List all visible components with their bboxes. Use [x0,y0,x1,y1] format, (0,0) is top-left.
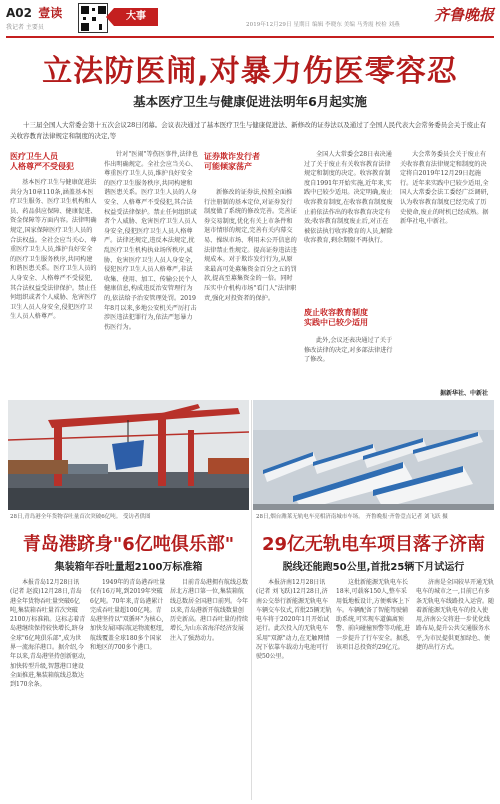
page-code: A02 [6,6,32,20]
article-column-2: 针对"医闹"等伤医事件,法律也作出明确规定。全社会应当关心、尊重医疗卫生人员,维护良好安全的医疗卫生服务秩序,共同构建和谐医患关系。医疗卫生人员的人身安全、人格尊严不受侵犯,其合法权益受法律保护。禁止任何组织或者个人威胁、危害医疗卫生人员人身安全,侵犯医疗卫生人员人格尊严。法律还规定,违反本法规定,扰乱医疗卫生机构执业场所秩序,威胁、危害医疗卫生人员人身安全,侵犯医疗卫生人员人格尊严,非法收集、使用、加工、传输公民个人健康信息,构成违反治安管理行为的,依法给予治安管理处罚。2019年8月以来,多地公安机关严厉打击涉医违法犯罪行为,依法严惩暴力伤医行为。 [104,151,198,331]
trolleybus-story-column-3: 济南是全国较早开通无轨电车的城市之一,目前已有多条无轨电车线路投入运营。随着新能源无轨电车的投入使用,济南公交将进一步优化线路布局,提升公共交通服务水平,为市民提供更加绿色、便捷的出行方式。 [416,579,494,652]
column-title-securities: 证券欺诈发行者 可能倾家荡产 [204,152,260,171]
port-story-column-2: 1949年的青岛港吞吐量仅有16万吨,到2019年突破6亿吨。70年来,青岛港累计完成吞吐量超100亿吨。青岛港坚持以"双循环"为核心,加快发展国际航运物流枢纽,航线覆盖全球180多个国家和地区的700多个港口。 [90,579,166,652]
column-divider [251,400,252,800]
article-column-3: 新修改的证券法,按照全面推行注册制的基本定位,对证券发行制度做了系统的修改完善。完善证券交易制度,优化有关上市条件和退市情形的规定,完善有关内幕交易、操纵市场、利用未公开信息的法律禁止性规定。提高证券违法违规成本。对于欺诈发行行为,从原来最高可处募集资金百分之五的罚款,提高至募集资金的一倍。同时压实中介机构市场"看门人"法律职责,强化对投资者的保护。 [204,189,297,302]
header-submeta: 我记者 主要员 [6,24,44,31]
column-title-detention: 废止收容教育制度 实践中已较少适用 [304,308,368,327]
main-headline: 立法防医闹,对暴力伤医零容忍 [42,54,458,89]
photo-caption-right: 28日,烟台潍莱无轨电车亮相济南城市车场。 齐鲁晚报·齐鲁壹点记者 刘飞跃 摄 [256,514,448,520]
photo-caption-left: 28日,青岛港全年货物吞吐量首次突破6亿吨。 受访者供图 [10,514,151,520]
article-source: 据新华社、中新社 [440,390,489,397]
article-column-5: 大会常务委员会关于废止有关收容教育法律规定和制度的决定将自2019年12月29日起施行。近年来实践中已较少适用,全国人大常委会法工委经广泛调研,认为收容教育制度已经完成了历史使命,废止的时机已经成熟。据新华社电,中新社。 [400,151,489,226]
port-story-column-1: 本报青岛12月28日讯(记者 赵波)12月28日,青岛港全年货物吞吐量突破6亿吨,集装箱吞吐量首次突破2100万标准箱。这标志着青岛港继续保持较快增长,跻身全球"6亿吨俱乐部",成为世界一流海洋港口。据介绍,今年以来,青岛港坚持创新驱动,加快转型升级,智慧港口建设全面推进,集装箱航线总数达到170余条。 [10,579,86,689]
trolleybus-story-column-1: 本报济南12月28日讯(记者 刘飞跃)12月28日,济南公交举行新能源无轨电车车辆交车仪式,首批25辆无轨电车将于2020年1月开始试运行。此次投入的无轨电车采用"双源"动力,在无触网情况下依靠车载动力电池可行驶50公里。 [256,579,332,661]
brand-logo: 齐鲁晚报 [433,6,494,24]
lead-paragraph: 十三届全国人大常委会第十五次会议28日闭幕。会议表决通过了基本医疗卫生与健康促进法、新修改的证券法以及通过了全国人民代表大会常务委员会关于废止有关收容教育法律规定和制度的决定,等 [10,121,487,140]
column-title-medical-staff: 医疗卫生人员 人格尊严不受侵犯 [10,152,74,171]
issue-meta: 2019年12月29日 星期日 编辑 李晓东 美编 马秀霞 校检 刘燕 [246,22,400,28]
article-column-4: 全国人大常委会28日表决通过了关于废止有关收容教育法律规定和制度的决定。收容教育制度自1991年开始实施,近年来,实践中已较少适用。决定明确,废止收容教育制度,在收容教育制度废止前依法作出的收容教育决定有效;收容教育制度废止后,对正在被依法执行收容教育的人员,解除收容教育,剩余期限不再执行。 [304,151,393,245]
main-subhead: 基本医疗卫生与健康促进法明年6月起实施 [133,94,367,109]
page-header [0,0,500,38]
story-subtitle-trolleybus: 脱线还能跑50公里,首批25辆下月试运行 [282,562,465,573]
page-number [6,4,62,21]
qr-code-icon [78,3,108,33]
article-column-4b: 此外,会议还表决通过了关于修改法律的决定,对多部法律进行了修改。 [304,337,393,364]
trolleybus-story-column-2: 这批新能源无轨电车长18米,可载客150人,整车采用低地板设计,方便乘客上下车。车辆配备了智能驾驶辅助系统,可实现车道偏离预警、前向碰撞预警等功能,进一步提升了行车安全。据悉,该项目总投资约29亿元。 [336,579,410,652]
story-title-port: 青岛港跻身"6亿吨俱乐部" [22,534,235,555]
port-story-column-3: 目前青岛港拥有航线总数居北方港口第一位,集装箱航线总数居全国港口前列。今年以来,青岛港新开航线数量创历史新高。港口吞吐量的持续增长,为山东省海洋经济发展注入了强劲动力。 [170,579,248,642]
trolleybus-photo [253,400,494,510]
section-name: 壹读 [38,6,63,20]
header-rule [6,36,494,38]
article-column-1: 基本医疗卫生与健康促进法共分为10章110条,涵盖基本医疗卫生服务、医疗卫生机构和人员、药品供应保障、健康促进、资金保障等方面内容。法律明确规定,国家保障医疗卫生人员的合法权益。全社会应当关心、尊重医疗卫生人员,维护良好安全的医疗卫生服务秩序,共同构建和谐医患关系。医疗卫生人员的人身安全、人格尊严不受侵犯,其合法权益受法律保护。禁止任何组织或者个人威胁、危害医疗卫生人员人身安全,侵犯医疗卫生人员人格尊严。 [10,179,97,321]
story-title-trolleybus: 29亿无轨电车项目落子济南 [261,534,486,555]
section-tag: 大事 [114,8,158,26]
story-subtitle-port: 集装箱年吞吐量超2100万标准箱 [54,562,203,573]
port-crane-photo [8,400,249,510]
